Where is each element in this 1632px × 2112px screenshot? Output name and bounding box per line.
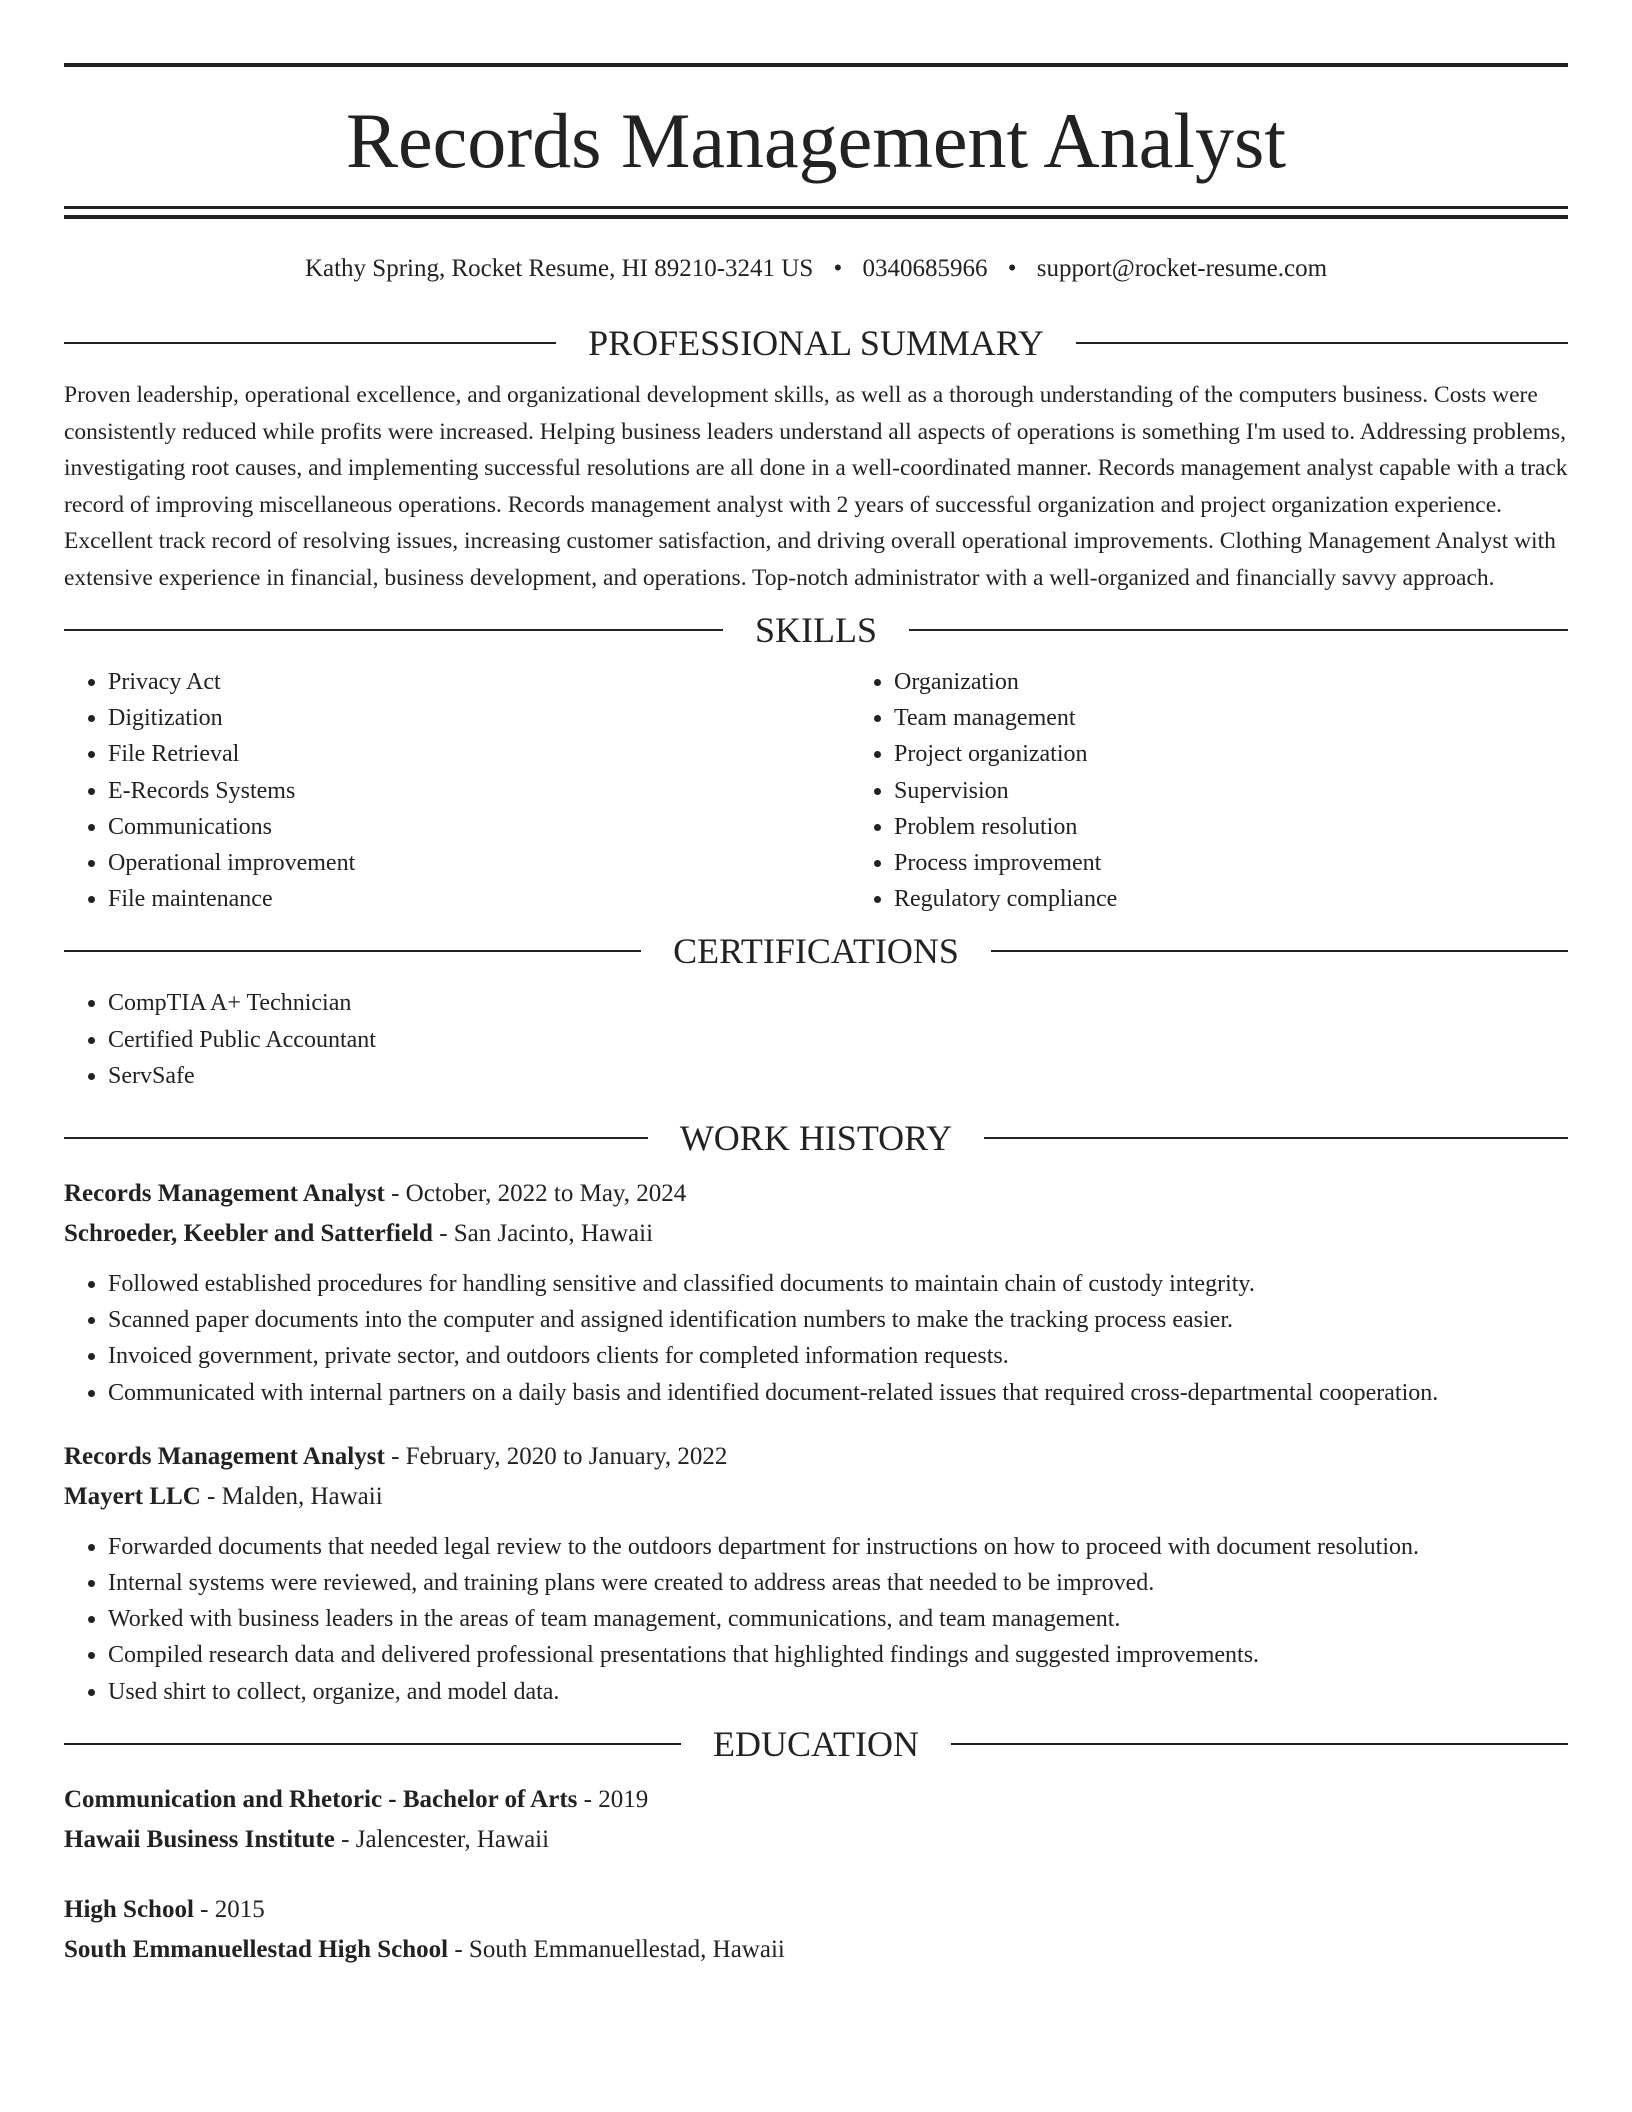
education-school-line — [64, 1930, 1568, 1970]
job-title: Records Management Analyst — [64, 1180, 385, 1208]
title-rule-upper — [64, 206, 1568, 209]
skills-heading: SKILLS — [755, 610, 878, 650]
certifications-heading: CERTIFICATIONS — [673, 931, 959, 972]
job-entry — [64, 1437, 1568, 1710]
job-bullet: • Communicated with internal partners on a daily basis and identified document-related issues that required cross-departmental cooperation. — [108, 1375, 1568, 1411]
heading-rule-right — [909, 629, 1568, 631]
certification-item: • ServSafe — [108, 1058, 1568, 1094]
skill-item: • Team management — [894, 700, 1632, 736]
certification-item: • Certified Public Accountant — [108, 1022, 1568, 1058]
job-entry — [64, 1174, 1568, 1411]
skill-item: • File maintenance — [108, 881, 850, 917]
job-dates: - October, 2022 to May, 2024 — [384, 1180, 687, 1208]
job-bullets — [64, 1529, 1568, 1710]
resume-page — [64, 0, 1568, 1970]
job-title: Records Management Analyst — [64, 1442, 385, 1470]
education-degree: High School — [64, 1895, 194, 1923]
skill-item: • Operational improvement — [108, 845, 850, 881]
contact-line — [64, 251, 1568, 287]
certifications-section-heading — [64, 929, 1568, 973]
skill-item: • Organization — [894, 664, 1632, 700]
skill-item: • Digitization — [108, 700, 850, 736]
summary-section-heading — [64, 321, 1568, 365]
contact-phone: 0340685966 — [862, 255, 988, 282]
heading-rule-left — [64, 342, 556, 344]
education-section-heading — [64, 1722, 1568, 1766]
education-entry — [64, 1780, 1568, 1860]
skill-item: • Process improvement — [894, 845, 1632, 881]
job-bullet: • Forwarded documents that needed legal review to the outdoors department for instructions on how to proceed with document resolution. — [108, 1529, 1568, 1565]
title-rule-lower — [64, 215, 1568, 219]
job-company: Mayert LLC — [64, 1482, 201, 1510]
education-degree-line — [64, 1780, 1568, 1820]
skill-item: • Project organization — [894, 736, 1632, 772]
job-bullets — [64, 1266, 1568, 1411]
skill-item: • Supervision — [894, 773, 1632, 809]
job-location: - San Jacinto, Hawaii — [432, 1220, 654, 1248]
contact-separator: • — [1007, 255, 1017, 282]
education-degree-line — [64, 1890, 1568, 1930]
job-company: Schroeder, Keebler and Satterfield — [64, 1220, 433, 1248]
heading-rule-left — [64, 629, 723, 631]
education-school: Hawaii Business Institute — [64, 1825, 335, 1853]
skills-section-heading — [64, 608, 1568, 652]
heading-rule-right — [991, 950, 1568, 952]
job-title-line — [64, 1437, 1568, 1477]
job-company-line — [64, 1214, 1568, 1254]
job-bullet: • Compiled research data and delivered professional presentations that highlighted findings and suggested improvements. — [108, 1637, 1568, 1673]
job-bullet: • Used shirt to collect, organize, and model data. — [108, 1674, 1568, 1710]
contact-separator: • — [833, 255, 843, 282]
summary-text: Proven leadership, operational excellence, and organizational development skills, as well as a thorough understanding of the computers business. Costs were consistently reduced while profits were increased. Helping business leaders understand all aspects of operations is something I'm used to. Addressing problems, investigating root causes, and implementing successful resolutions are all done in a well-coordinated manner. Records management analyst capable with a track record of improving miscellaneous operations. Records management analyst with 2 years of successful organization and project organization experience. Excellent track record of resolving issues, increasing customer satisfaction, and driving overall operational improvements. Clothing Management Analyst with extensive experience in financial, business development, and operations. Top-notch administrator with a well-organized and financially savvy approach. — [64, 382, 1568, 591]
job-location: - Malden, Hawaii — [200, 1482, 383, 1510]
contact-email: support@rocket-resume.com — [1036, 255, 1328, 282]
skills-list — [64, 664, 1568, 917]
certifications-list — [64, 985, 1568, 1094]
education-year: - 2019 — [577, 1785, 649, 1813]
education-entry — [64, 1890, 1568, 1970]
job-bullet: • Worked with business leaders in the areas of team management, communications, and team management. — [108, 1601, 1568, 1637]
heading-rule-right — [1076, 342, 1568, 344]
heading-rule-left — [64, 1743, 681, 1745]
education-school: South Emmanuellestad High School — [64, 1935, 449, 1963]
certification-item: • CompTIA A+ Technician — [108, 985, 1568, 1021]
top-rule — [64, 63, 1568, 67]
work-section-heading — [64, 1116, 1568, 1160]
skill-item: • Regulatory compliance — [894, 881, 1632, 917]
job-bullet: • Followed established procedures for handling sensitive and classified documents to maintain chain of custody integrity. — [108, 1266, 1568, 1302]
education-location: - Jalencester, Hawaii — [334, 1825, 550, 1853]
skills-column-left — [64, 664, 850, 917]
education-heading: EDUCATION — [713, 1723, 919, 1764]
education-year: - 2015 — [193, 1895, 265, 1923]
skill-item: • Privacy Act — [108, 664, 850, 700]
skill-item: • Problem resolution — [894, 809, 1632, 845]
skills-column-right — [850, 664, 1632, 917]
skill-item: • File Retrieval — [108, 736, 850, 772]
job-company-line — [64, 1477, 1568, 1517]
summary-heading: PROFESSIONAL SUMMARY — [588, 323, 1044, 363]
job-dates: - February, 2020 to January, 2022 — [384, 1442, 728, 1470]
job-bullet: • Scanned paper documents into the computer and assigned identification numbers to make the tracking process easier. — [108, 1302, 1568, 1338]
heading-rule-right — [951, 1743, 1568, 1745]
heading-rule-left — [64, 950, 641, 952]
skill-item: • E-Records Systems — [108, 773, 850, 809]
heading-rule-left — [64, 1137, 648, 1139]
education-degree: Communication and Rhetoric - Bachelor of Arts — [64, 1785, 578, 1813]
skill-item: • Communications — [108, 809, 850, 845]
job-bullet: • Internal systems were reviewed, and training plans were created to address areas that needed to be improved. — [108, 1565, 1568, 1601]
job-bullet: • Invoiced government, private sector, and outdoors clients for completed information requests. — [108, 1338, 1568, 1374]
heading-rule-right — [984, 1137, 1568, 1139]
education-school-line — [64, 1820, 1568, 1860]
job-title-line — [64, 1174, 1568, 1214]
education-location: - South Emmanuellestad, Hawaii — [448, 1935, 785, 1963]
work-heading: WORK HISTORY — [679, 1118, 953, 1159]
contact-address: Kathy Spring, Rocket Resume, HI 89210-3241 US — [304, 255, 814, 282]
resume-title: Records Management Analyst — [345, 97, 1287, 184]
